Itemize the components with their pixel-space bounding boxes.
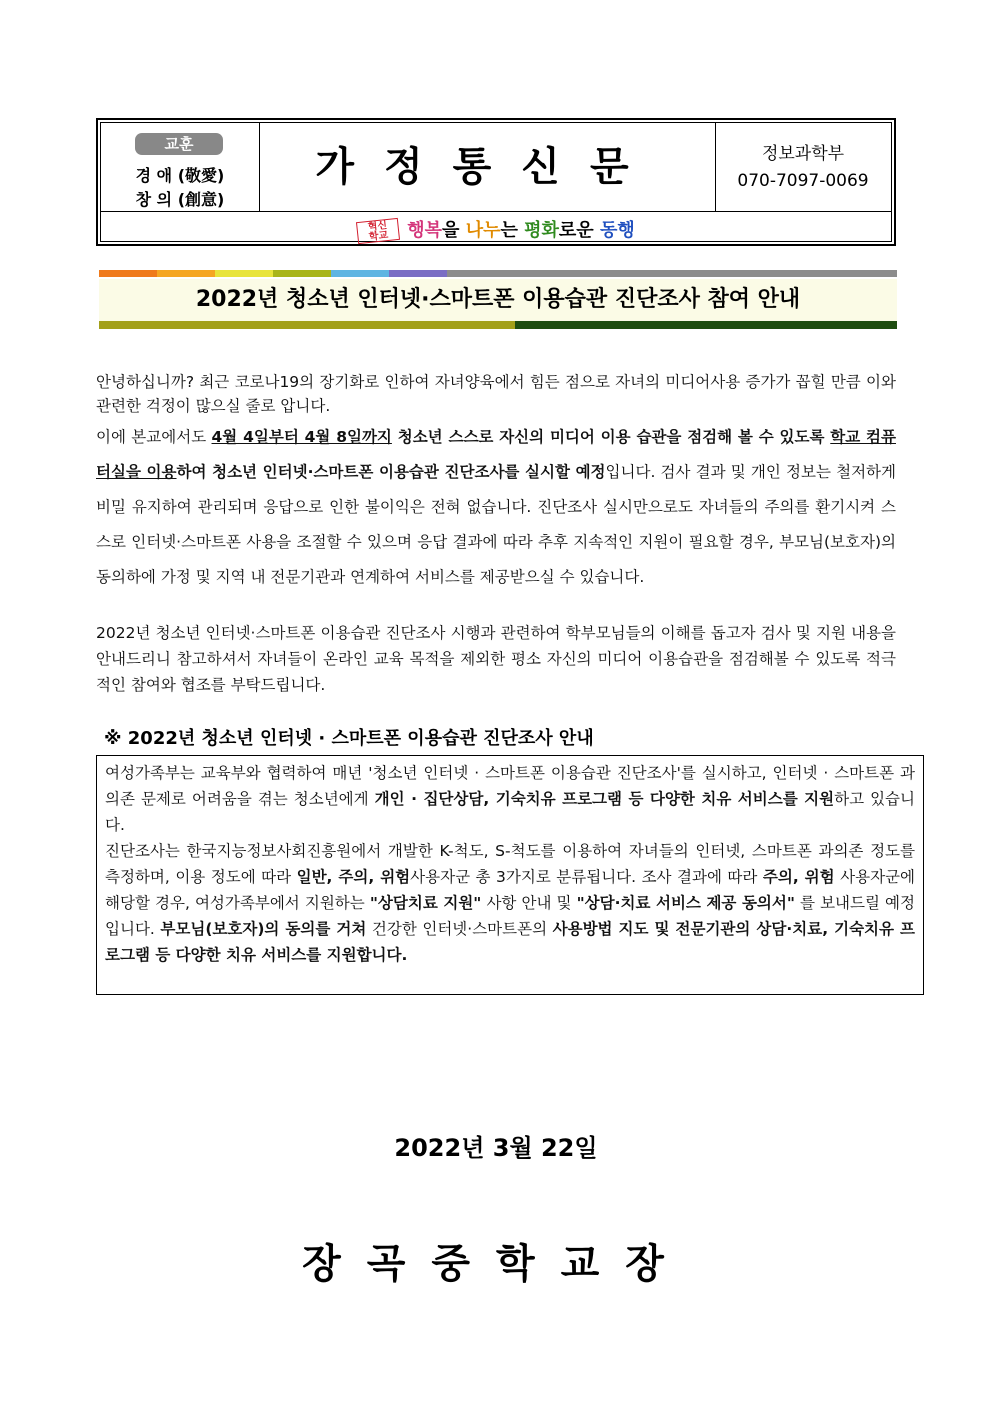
motto-badge: 교훈 (135, 133, 223, 155)
header-table (96, 118, 896, 246)
slogan-part: 로운 (558, 220, 600, 241)
issue-date: 2022년 3월 22일 (394, 1134, 598, 1162)
slogan-part: 나누 (465, 220, 501, 241)
notice-subtitle: 2022년 청소년 인터넷·스마트폰 이용습관 진단조사 참여 안내 (99, 279, 897, 321)
slogan-part: 을 (442, 220, 466, 241)
computer-room: 학교 컴퓨터실을 이용 (96, 428, 896, 481)
motto-line-2: 창 의 (創意) (135, 190, 225, 209)
slogan-part: 동행 (599, 220, 635, 241)
info-box-paragraph-2: 진단조사는 한국지능정보사회진흥원에서 개발한 K-척도, S-척도를 이용하여 자녀들의 인터넷, 스마트폰 과의존 정도를 측정하며, 이용 정도에 따라 일반, 주의, 위험사용자군 총 3가지로 분류됩니다. 조사 결과에 따라 주의, 위험 사용자군에 해당할 경우, 여성가족부에서 지원하는 "상담치료 지원" 사항 안내 및 "상담·치료 서비스 제공 동의서" 를 보내드릴 예정입니다. 부모님(보호자)의 동의를 거쳐 건강한 인터넷·스마트폰의 사용방법 지도 및 전문기관의 상담·치료, 기숙치유 프로그램 등 다양한 치유 서비스를 지원합니다. (105, 842, 916, 964)
slogan (101, 216, 891, 242)
color-band-segment (273, 270, 331, 277)
slogan-part: 행복 (407, 220, 443, 241)
slogan-part: 평화 (524, 220, 559, 241)
schedule-paragraph: 이에 본교에서도 4월 4일부터 4월 8일까지 청소년 스스로 자신의 미디어 이용 습관을 점검해 볼 수 있도록 학교 컴퓨터실을 이용하여 청소년 인터넷·스마트폰 이용습관 진단조사를 실시할 예정입니다. 검사 결과 및 개인 정보는 철저하게 비밀 유지하여 관리되며 응답으로 인한 불이익은 전혀 없습니다. 진단조사 실시만으로도 자녀들의 주의를 환기시켜 스스로 인터넷·스마트폰 사용을 조절할 수 있으며 응답 결과에 따라 추후 지속적인 지원이 필요할 경우, 부모님(보호자)의 동의하에 가정 및 지역 내 전문기관과 연계하여 서비스를 제공받으실 수 있습니다. (96, 428, 897, 586)
intro-paragraph: 안녕하십니까? 최근 코로나19의 장기화로 인하여 자녀양육에서 힘든 점으로 자녀의 미디어사용 증가가 꼽힐 만큼 이와 관련한 걱정이 많으실 줄로 압니다. (96, 373, 896, 415)
department-phone: 070-7097-0069 (737, 171, 869, 191)
color-band-segment (447, 270, 897, 277)
innovation-school-stamp-icon: 혁신 학교 (356, 218, 400, 244)
newsletter-title: 가정통신문 (259, 123, 716, 211)
color-band-segment (331, 270, 389, 277)
department-info (715, 123, 891, 211)
section-heading: ※ 2022년 청소년 인터넷 · 스마트폰 이용습관 진단조사 안내 (104, 728, 594, 749)
color-band-segment (389, 270, 447, 277)
color-band-segment (215, 270, 273, 277)
info-box-paragraph-1: 여성가족부는 교육부와 협력하여 매년 '청소년 인터넷 · 스마트폰 이용습관 진단조사'를 실시하고, 인터넷 · 스마트폰 과의존 문제로 어려움을 겪는 청소년에게 개인 · 집단상담, 기숙치유 프로그램 등 다양한 치유 서비스를 지원하고 있습니다. (105, 764, 915, 834)
color-band (99, 270, 897, 277)
school-motto (101, 123, 260, 211)
info-box (96, 755, 924, 995)
principal-signature: 장곡중학교장 (302, 1241, 690, 1287)
color-band-segment (99, 270, 157, 277)
bottom-band-segment (99, 321, 515, 329)
slogan-row (101, 211, 891, 241)
motto-line-1: 경 애 (敬愛) (135, 166, 225, 185)
survey-period: 4월 4일부터 4월 8일까지 (211, 428, 392, 446)
bottom-band-segment (515, 321, 897, 329)
slogan-part: 는 (500, 220, 525, 241)
bottom-color-band (99, 321, 897, 329)
department-name: 정보과학부 (761, 144, 845, 164)
request-paragraph: 2022년 청소년 인터넷·스마트폰 이용습관 진단조사 시행과 관련하여 학부모님들의 이해를 돕고자 검사 및 지원 내용을 안내드리니 참고하셔서 자녀들이 온라인 교육 목적을 제외한 평소 자신의 미디어 이용습관을 점검해볼 수 있도록 적극적인 참여와 협조를 부탁드립니다. (96, 624, 896, 694)
color-band-segment (157, 270, 215, 277)
